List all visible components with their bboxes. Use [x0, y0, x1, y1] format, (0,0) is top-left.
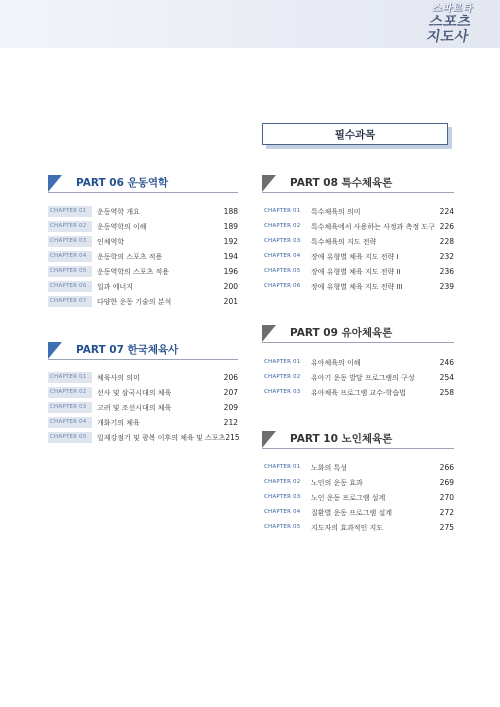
chapter-title: 고려 및 조선시대의 체육	[97, 403, 172, 412]
chapter-page: 275	[439, 523, 454, 532]
chapter-label: CHAPTER 01	[264, 464, 301, 470]
logo-line-1: 스파르타	[431, 3, 475, 14]
chapter-page: 200	[223, 282, 238, 291]
part-title: PART 10 노인체육론	[290, 433, 393, 445]
chapter-page: 201	[223, 297, 238, 306]
chapter-title: 개화기의 체육	[97, 418, 140, 427]
chapter-label: CHAPTER 01	[264, 208, 301, 214]
chapter-row[interactable]	[48, 279, 238, 294]
chapter-title: 특수체육의 의미	[311, 207, 361, 216]
chapter-row[interactable]	[48, 204, 238, 219]
chapter-title: 운동학의 스포츠 적용	[97, 252, 163, 261]
chapter-page: 272	[439, 508, 454, 517]
chapter-label: CHAPTER 05	[48, 266, 92, 277]
chapter-page: 269	[439, 478, 454, 487]
chapter-list	[48, 370, 238, 445]
chapter-title: 질환별 운동 프로그램 설계	[311, 508, 393, 517]
chapter-label: CHAPTER 04	[48, 417, 92, 428]
chapter-label: CHAPTER 03	[48, 236, 92, 247]
chapter-page: 224	[439, 207, 454, 216]
chapter-title: 노화의 특성	[311, 463, 348, 472]
chapter-row[interactable]	[262, 490, 454, 505]
chapter-list	[48, 204, 238, 309]
chapter-page: 266	[439, 463, 454, 472]
chapter-page: 207	[223, 388, 238, 397]
chapter-row[interactable]	[262, 460, 454, 475]
chapter-label: CHAPTER 04	[48, 251, 92, 262]
part-title: PART 08 특수체육론	[290, 177, 393, 189]
chapter-label: CHAPTER 04	[264, 509, 301, 515]
chapter-title: 특수체육에서 사용하는 사정과 측정 도구	[311, 222, 435, 231]
chapter-title: 인체역학	[97, 237, 125, 246]
chapter-label: CHAPTER 03	[264, 389, 301, 395]
chapter-title: 일과 에너지	[97, 282, 134, 291]
part-heading	[48, 342, 238, 360]
chapter-title: 장애 유형별 체육 지도 전략 I	[311, 252, 399, 261]
part-marker-icon	[262, 431, 276, 448]
logo-line-3: 지도사	[425, 29, 471, 45]
chapter-label: CHAPTER 06	[48, 281, 92, 292]
chapter-label: CHAPTER 06	[264, 283, 301, 289]
chapter-title: 유아체육 프로그램 교수-학습법	[311, 388, 406, 397]
chapter-row[interactable]	[262, 219, 454, 234]
chapter-label: CHAPTER 07	[48, 296, 92, 307]
chapter-page: 188	[223, 207, 238, 216]
chapter-row[interactable]	[262, 234, 454, 249]
chapter-title: 지도자의 효과적인 지도	[311, 523, 384, 532]
chapter-label: CHAPTER 02	[48, 221, 92, 232]
chapter-row[interactable]	[48, 385, 238, 400]
chapter-row[interactable]	[48, 249, 238, 264]
chapter-row[interactable]	[262, 264, 454, 279]
chapter-page: 189	[223, 222, 238, 231]
chapter-row[interactable]	[48, 219, 238, 234]
chapter-title: 운동역학 개요	[97, 207, 140, 216]
part-heading	[262, 175, 454, 193]
chapter-label: CHAPTER 03	[48, 402, 92, 413]
chapter-title: 노인의 운동 효과	[311, 478, 363, 487]
chapter-row[interactable]	[262, 505, 454, 520]
part-heading	[262, 325, 454, 343]
chapter-label: CHAPTER 02	[264, 479, 301, 485]
chapter-row[interactable]	[48, 234, 238, 249]
part-marker-icon	[48, 342, 62, 359]
chapter-row[interactable]	[48, 370, 238, 385]
chapter-label: CHAPTER 03	[264, 238, 301, 244]
chapter-title: 유아체육의 이해	[311, 358, 361, 367]
chapter-page: 239	[439, 282, 454, 291]
brand-logo	[410, 3, 489, 45]
chapter-row[interactable]	[48, 430, 238, 445]
chapter-list	[262, 460, 454, 535]
chapter-title: 특수체육의 지도 전략	[311, 237, 377, 246]
chapter-label: CHAPTER 04	[264, 253, 301, 259]
logo-line-2: 스포츠	[427, 14, 473, 30]
chapter-page: 258	[439, 388, 454, 397]
chapter-page: 254	[439, 373, 454, 382]
section-label: 필수과목	[262, 123, 448, 145]
chapter-label: CHAPTER 05	[264, 268, 301, 274]
chapter-page: 206	[223, 373, 238, 382]
chapter-title: 노인 운동 프로그램 설계	[311, 493, 386, 502]
chapter-title: 선사 및 삼국시대의 체육	[97, 388, 172, 397]
chapter-label: CHAPTER 02	[264, 374, 301, 380]
part-marker-icon	[48, 175, 62, 192]
chapter-label: CHAPTER 02	[264, 223, 301, 229]
chapter-page: 232	[439, 252, 454, 261]
chapter-row[interactable]	[262, 475, 454, 490]
chapter-row[interactable]	[262, 520, 454, 535]
chapter-title: 일제강점기 및 광복 이후의 체육 및 스포츠	[97, 433, 226, 442]
chapter-page: 270	[439, 493, 454, 502]
chapter-title: 운동역학의 스포츠 적용	[97, 267, 170, 276]
part-heading	[262, 431, 454, 449]
chapter-label: CHAPTER 03	[264, 494, 301, 500]
chapter-page: 215	[225, 433, 240, 442]
chapter-label: CHAPTER 02	[48, 387, 92, 398]
chapter-row[interactable]	[48, 400, 238, 415]
chapter-title: 운동역학의 이해	[97, 222, 147, 231]
chapter-title: 체육사의 의미	[97, 373, 140, 382]
chapter-page: 236	[439, 267, 454, 276]
chapter-row[interactable]	[262, 249, 454, 264]
part-title: PART 09 유아체육론	[290, 327, 393, 339]
chapter-list	[262, 204, 454, 294]
part-marker-icon	[262, 325, 276, 342]
chapter-row[interactable]	[262, 355, 454, 370]
chapter-title: 유아기 운동 발달 프로그램의 구성	[311, 373, 415, 382]
chapter-title: 장애 유형별 체육 지도 전략 II	[311, 267, 401, 276]
chapter-label: CHAPTER 01	[48, 206, 92, 217]
header-band	[0, 0, 500, 48]
chapter-page: 209	[223, 403, 238, 412]
chapter-row[interactable]	[262, 279, 454, 294]
chapter-page: 192	[223, 237, 238, 246]
chapter-list	[262, 355, 454, 400]
chapter-row[interactable]	[262, 204, 454, 219]
chapter-page: 246	[439, 358, 454, 367]
part-heading	[48, 175, 238, 193]
chapter-title: 다양한 운동 기술의 분석	[97, 297, 172, 306]
chapter-label: CHAPTER 01	[48, 372, 92, 383]
chapter-label: CHAPTER 05	[48, 432, 92, 443]
chapter-row[interactable]	[48, 294, 238, 309]
chapter-page: 196	[223, 267, 238, 276]
part-marker-icon	[262, 175, 276, 192]
chapter-row[interactable]	[262, 385, 454, 400]
chapter-page: 194	[223, 252, 238, 261]
part-title: PART 06 운동역학	[76, 177, 169, 189]
chapter-label: CHAPTER 01	[264, 359, 301, 365]
part-title: PART 07 한국체육사	[76, 344, 179, 356]
chapter-page: 228	[439, 237, 454, 246]
chapter-page: 212	[223, 418, 238, 427]
chapter-row[interactable]	[48, 264, 238, 279]
chapter-row[interactable]	[262, 370, 454, 385]
chapter-row[interactable]	[48, 415, 238, 430]
chapter-page: 226	[439, 222, 454, 231]
chapter-label: CHAPTER 05	[264, 524, 301, 530]
chapter-title: 장애 유형별 체육 지도 전략 III	[311, 282, 403, 291]
